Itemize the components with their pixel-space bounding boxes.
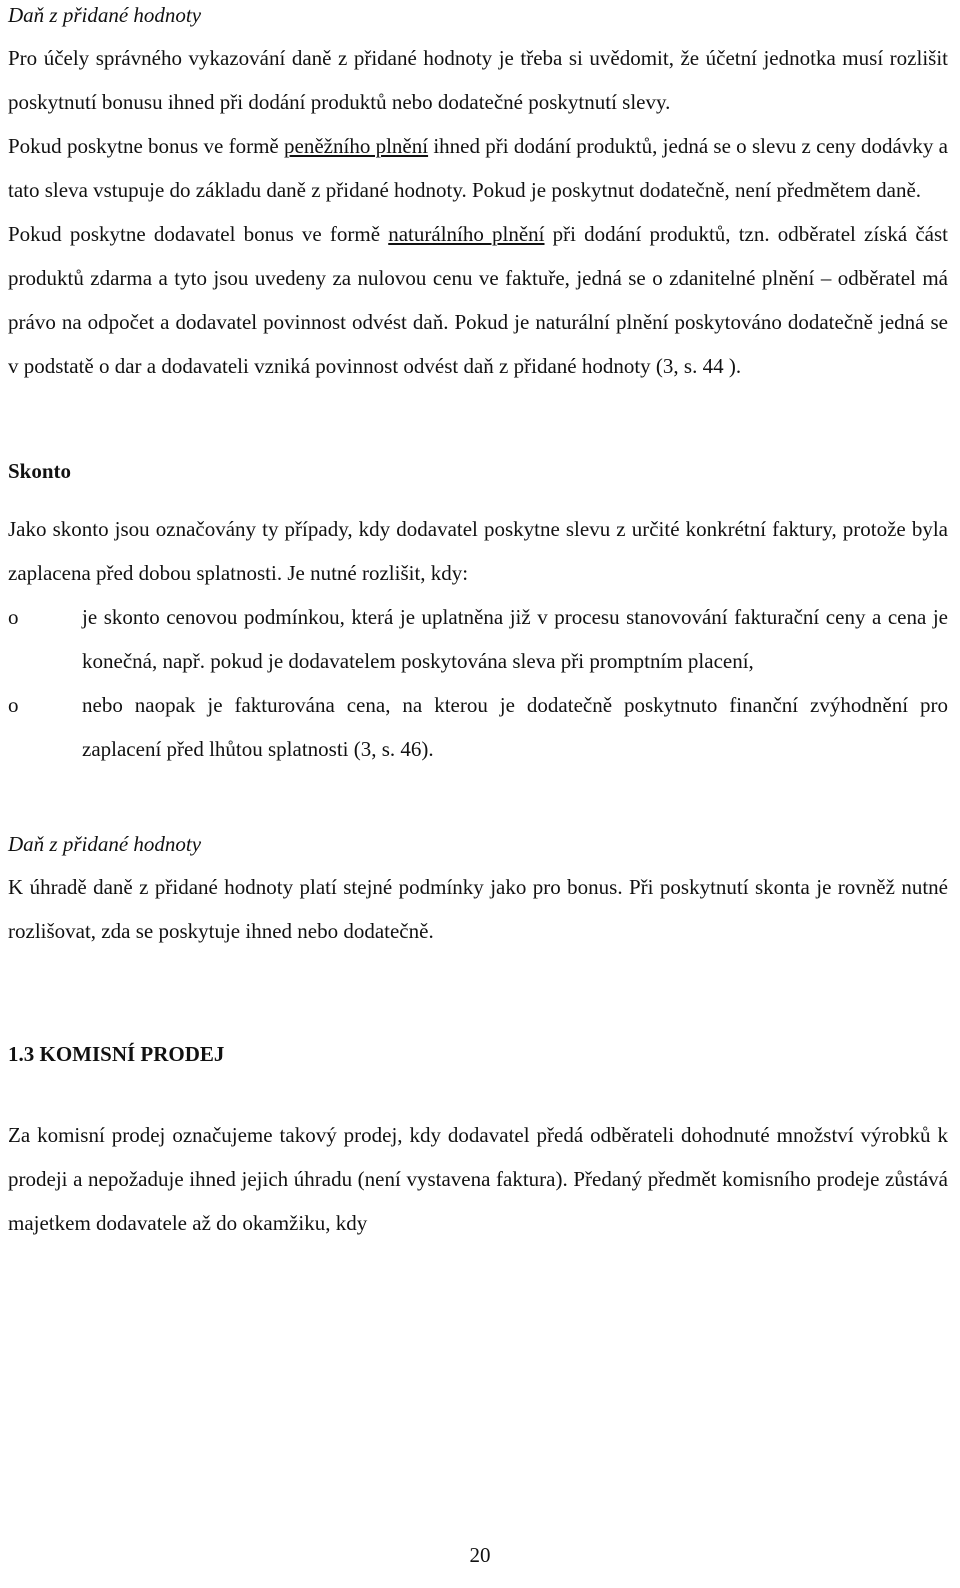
underlined-term: peněžního plnění [284,134,429,158]
underlined-term: naturálního plnění [388,222,545,246]
paragraph-komisni-prodej: Za komisní prodej označujeme takový prodej, kdy dodavatel předá odběrateli dohodnuté množství výrobků k prodeji a nepožaduje ihned jejich úhradu (není vystavena faktura). Předaný předmět komisního prodeje zůstává majetkem dodavatele až do okamžiku, kdy [8,1123,948,1235]
section-heading-dph-2: Daň z přidané hodnoty [8,832,202,856]
chapter-heading: 1.3 KOMISNÍ PRODEJ [8,1042,225,1066]
paragraph-skonto: Jako skonto jsou označovány ty případy, kdy dodavatel poskytne slevu z určité konkrétní faktury, protože byla zaplacena před dobou splatnosti. Je nutné rozlišit, kdy: [8,517,948,585]
section-heading-skonto: Skonto [8,459,72,483]
paragraph-dph-skonto: K úhradě daně z přidané hodnoty platí stejné podmínky jako pro bonus. Při poskytnutí skonta je rovněž nutné rozlišovat, zda se poskytuje ihned nebo dodatečně. [8,875,948,943]
section-heading-dph: Daň z přidané hodnoty [8,3,202,27]
paragraph-naturalni-plneni: Pokud poskytne dodavatel bonus ve formě naturálního plnění při dodání produktů, tzn. odběratel získá část produktů zdarma a tyto jsou uvedeny za nulovou cenu ve faktuře, jedná se o zdanitelné plnění – odběratel má právo na odpočet a dodavatel povinnost odvést daň. Pokud je naturální plnění poskytováno dodatečně jedná se v podstatě o dar a dodavateli vzniká povinnost odvést daň z přidané hodnoty (3, s. 44 ). [8,222,948,378]
bullet-icon: o [8,693,19,717]
paragraph-dph-intro: Pro účely správného vykazování daně z přidané hodnoty je třeba si uvědomit, že účetní jednotka musí rozlišit poskytnutí bonusu ihned při dodání produktů nebo dodatečné poskytnutí slevy. [8,46,948,114]
paragraph-penezni-plneni: Pokud poskytne bonus ve formě peněžního plnění ihned při dodání produktů, jedná se o slevu z ceny dodávky a tato sleva vstupuje do základu daně z přidané hodnoty. Pokud je poskytnut dodatečně, není předmětem daně. [8,134,948,202]
page-number: 20 [469,1543,491,1567]
list-item: o je skonto cenovou podmínkou, která je uplatněna již v procesu stanovování fakturační ceny a cena je konečná, např. pokud je dodavatelem poskytována sleva při promptním placení, [8,595,948,683]
list-item: o nebo naopak je fakturována cena, na kterou je dodatečně poskytnuto finanční zvýhodnění pro zaplacení před lhůtou splatnosti (3, s. 46). [8,683,948,771]
skonto-list [8,595,948,771]
document-page [8,0,948,1245]
bullet-icon: o [8,605,19,629]
